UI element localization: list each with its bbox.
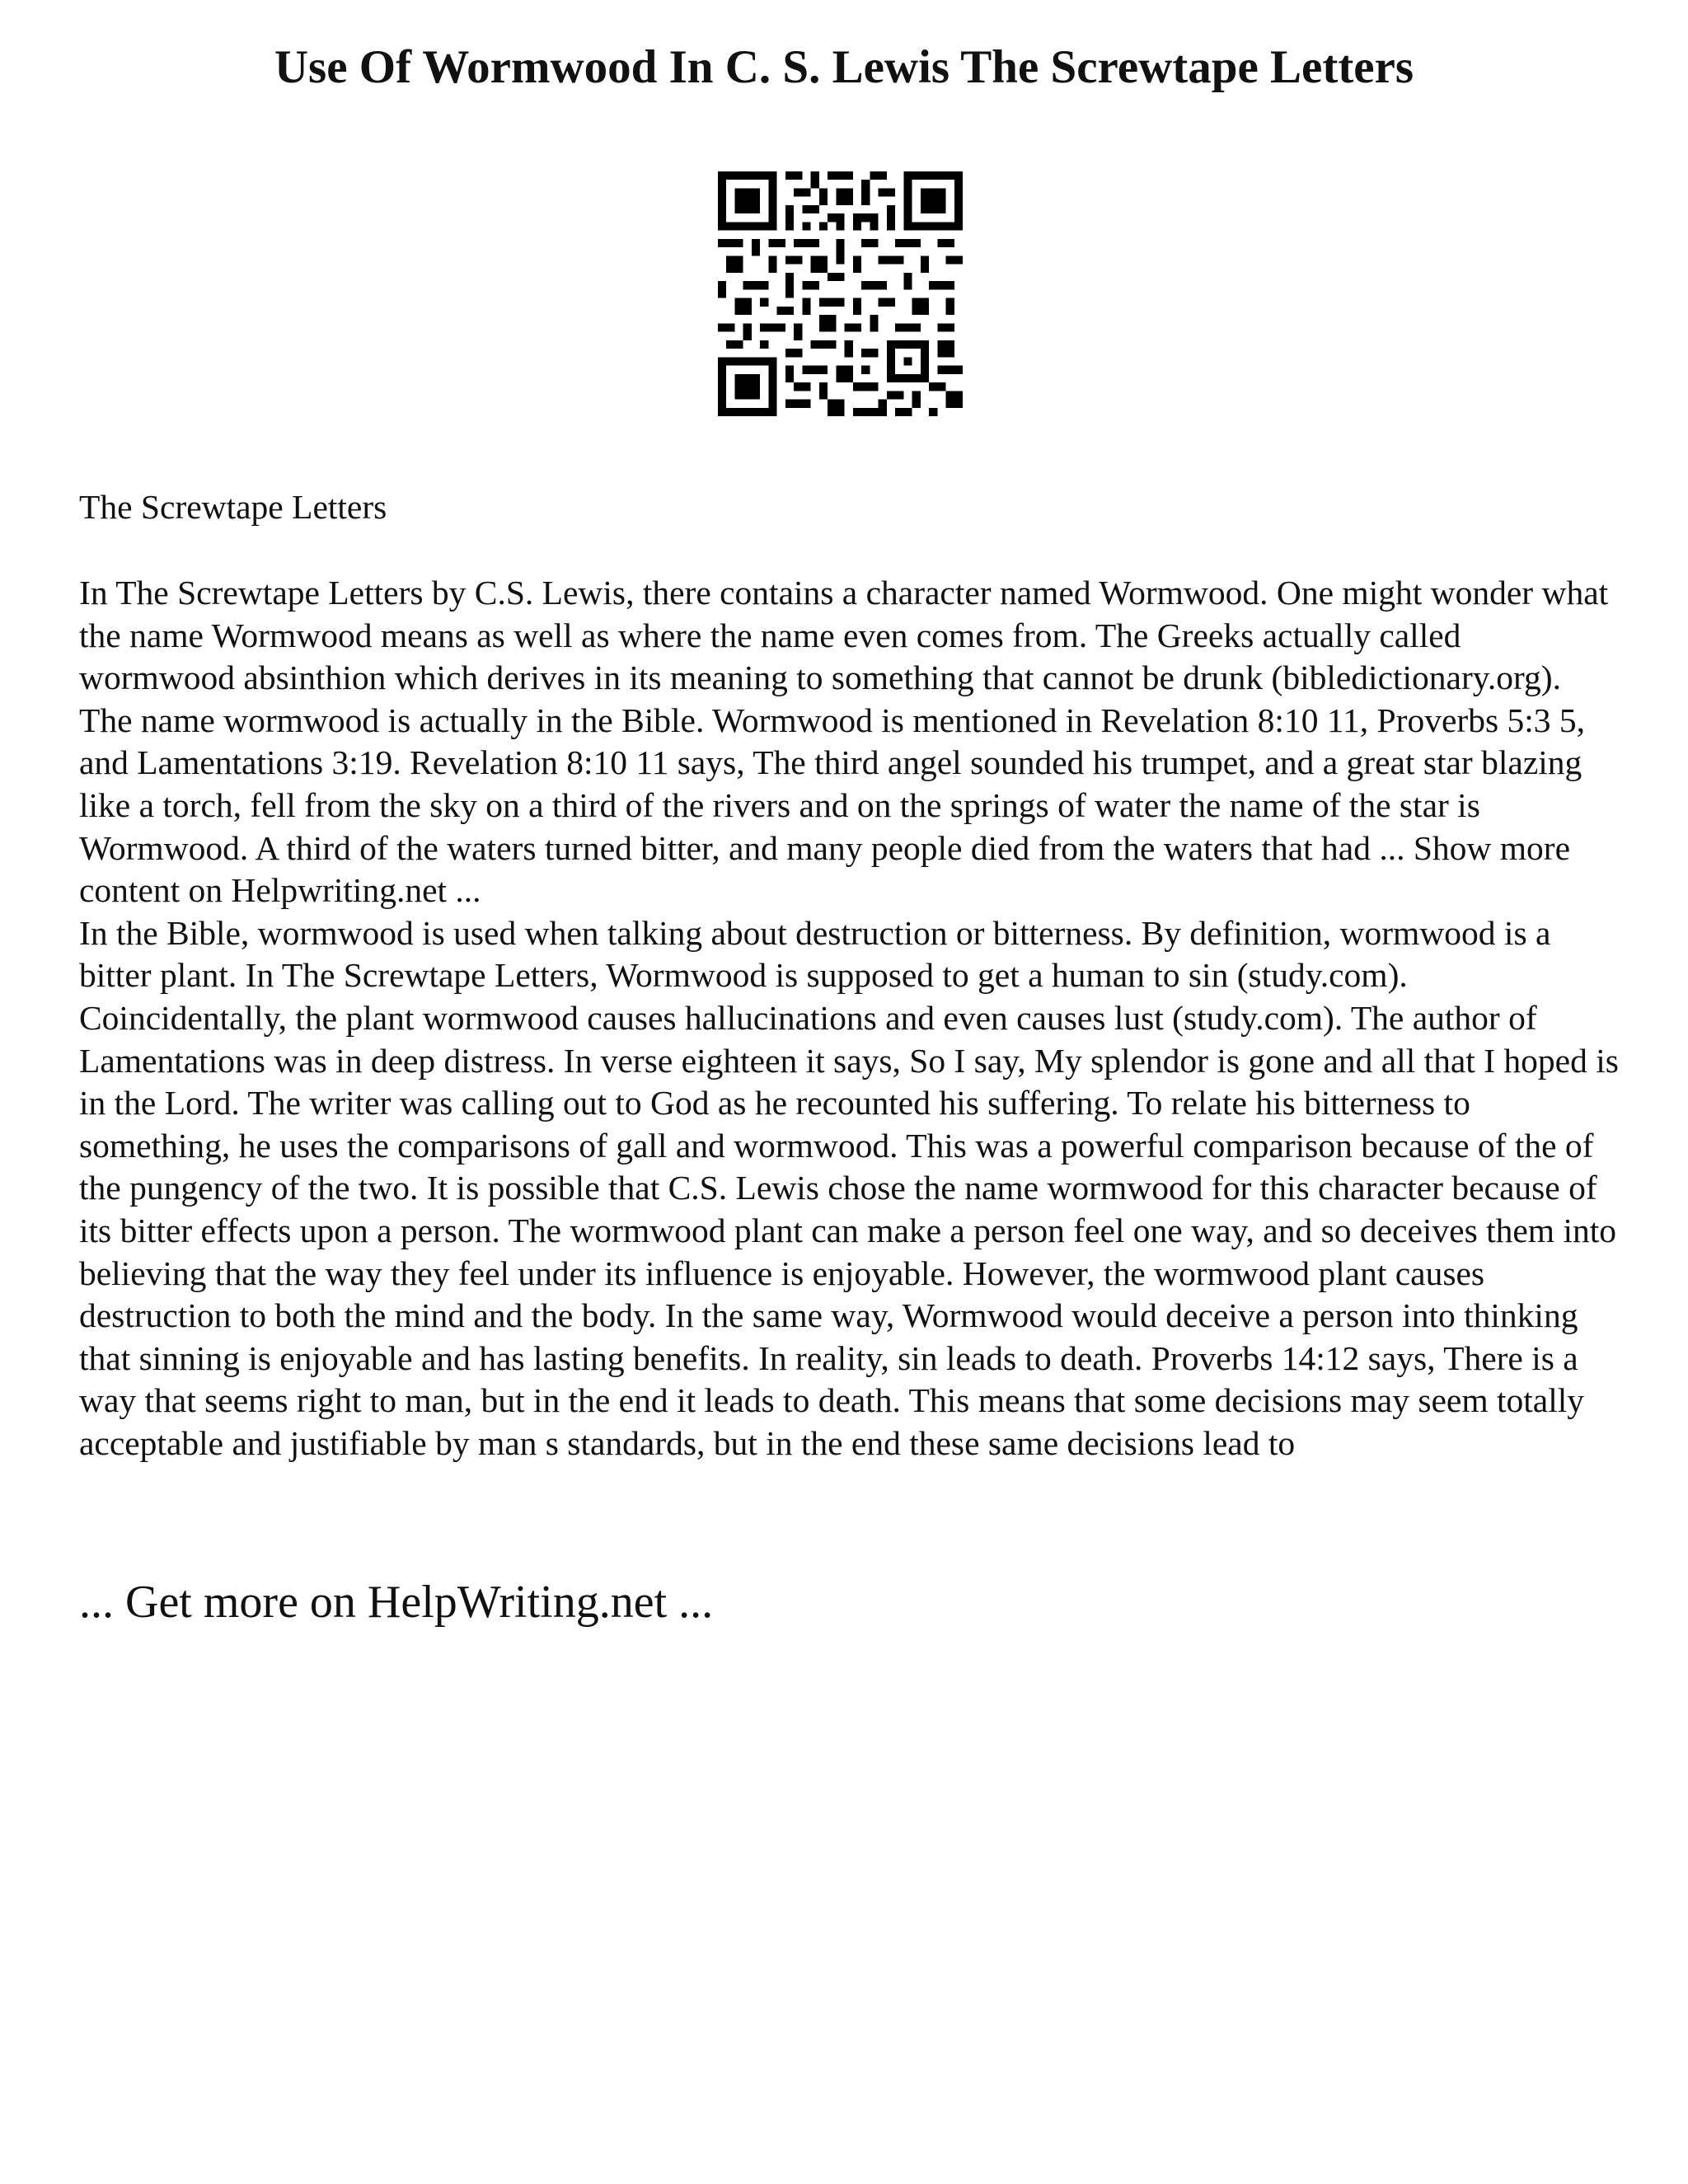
section-label: The Screwtape Letters	[79, 488, 387, 526]
get-more-link[interactable]: ... Get more on HelpWriting.net ...	[79, 1577, 714, 1628]
article-paragraph: In The Screwtape Letters by C.S. Lewis, there contains a character named Wormwood. One might wonder what the name Wormwood means as well as where the name even comes from. The Greeks actually called wormwood absinthion which derives in its meaning to something that cannot be drunk (bibledictionary.org). The name wormwood is actually in the Bible. Wormwood is mentioned in Revelation 8:10 11, Proverbs 5:3 5, and Lamentations 3:19. Revelation 8:10 11 says, The third angel sounded his trumpet, and a great star blazing like a torch, fell from the sky on a third of the rivers and on the springs of water the name of the star is Wormwood. A third of the waters turned bitter, and many people died from the waters that had ... Show more content on Helpwriting.net ...	[79, 574, 1609, 910]
page-title: Use Of Wormwood In C. S. Lewis The Screwtape Letters	[274, 41, 1414, 93]
article-paragraph: In the Bible, wormwood is used when talking about destruction or bitterness. By definition, wormwood is a bitter plant. In The Screwtape Letters, Wormwood is supposed to get a human to sin (study.com). Coincidentally, the plant wormwood causes hallucinations and even causes lust (study.com). The author of Lamentations was in deep distress. In verse eighteen it says, So I say, My splendor is gone and all that I hoped is in the Lord. The writer was calling out to God as he recounted his suffering. To relate his bitterness to something, he uses the comparisons of gall and wormwood. This was a powerful comparison because of the of the pungency of the two. It is possible that C.S. Lewis chose the name wormwood for this character because of its bitter effects upon a person. The wormwood plant can make a person feel one way, and so deceives them into believing that the way they feel under its influence is enjoyable. However, the wormwood plant causes destruction to both the mind and the body. In the same way, Wormwood would deceive a person into thinking that sinning is enjoyable and has lasting benefits. In reality, sin leads to death. Proverbs 14:12 says, There is a way that seems right to man, but in the end it leads to death. This means that some decisions may seem totally acceptable and justifiable by man s standards, but in the end these same decisions lead to	[79, 913, 1619, 1462]
qr-code-icon	[718, 171, 963, 416]
article-body	[79, 572, 1620, 1465]
